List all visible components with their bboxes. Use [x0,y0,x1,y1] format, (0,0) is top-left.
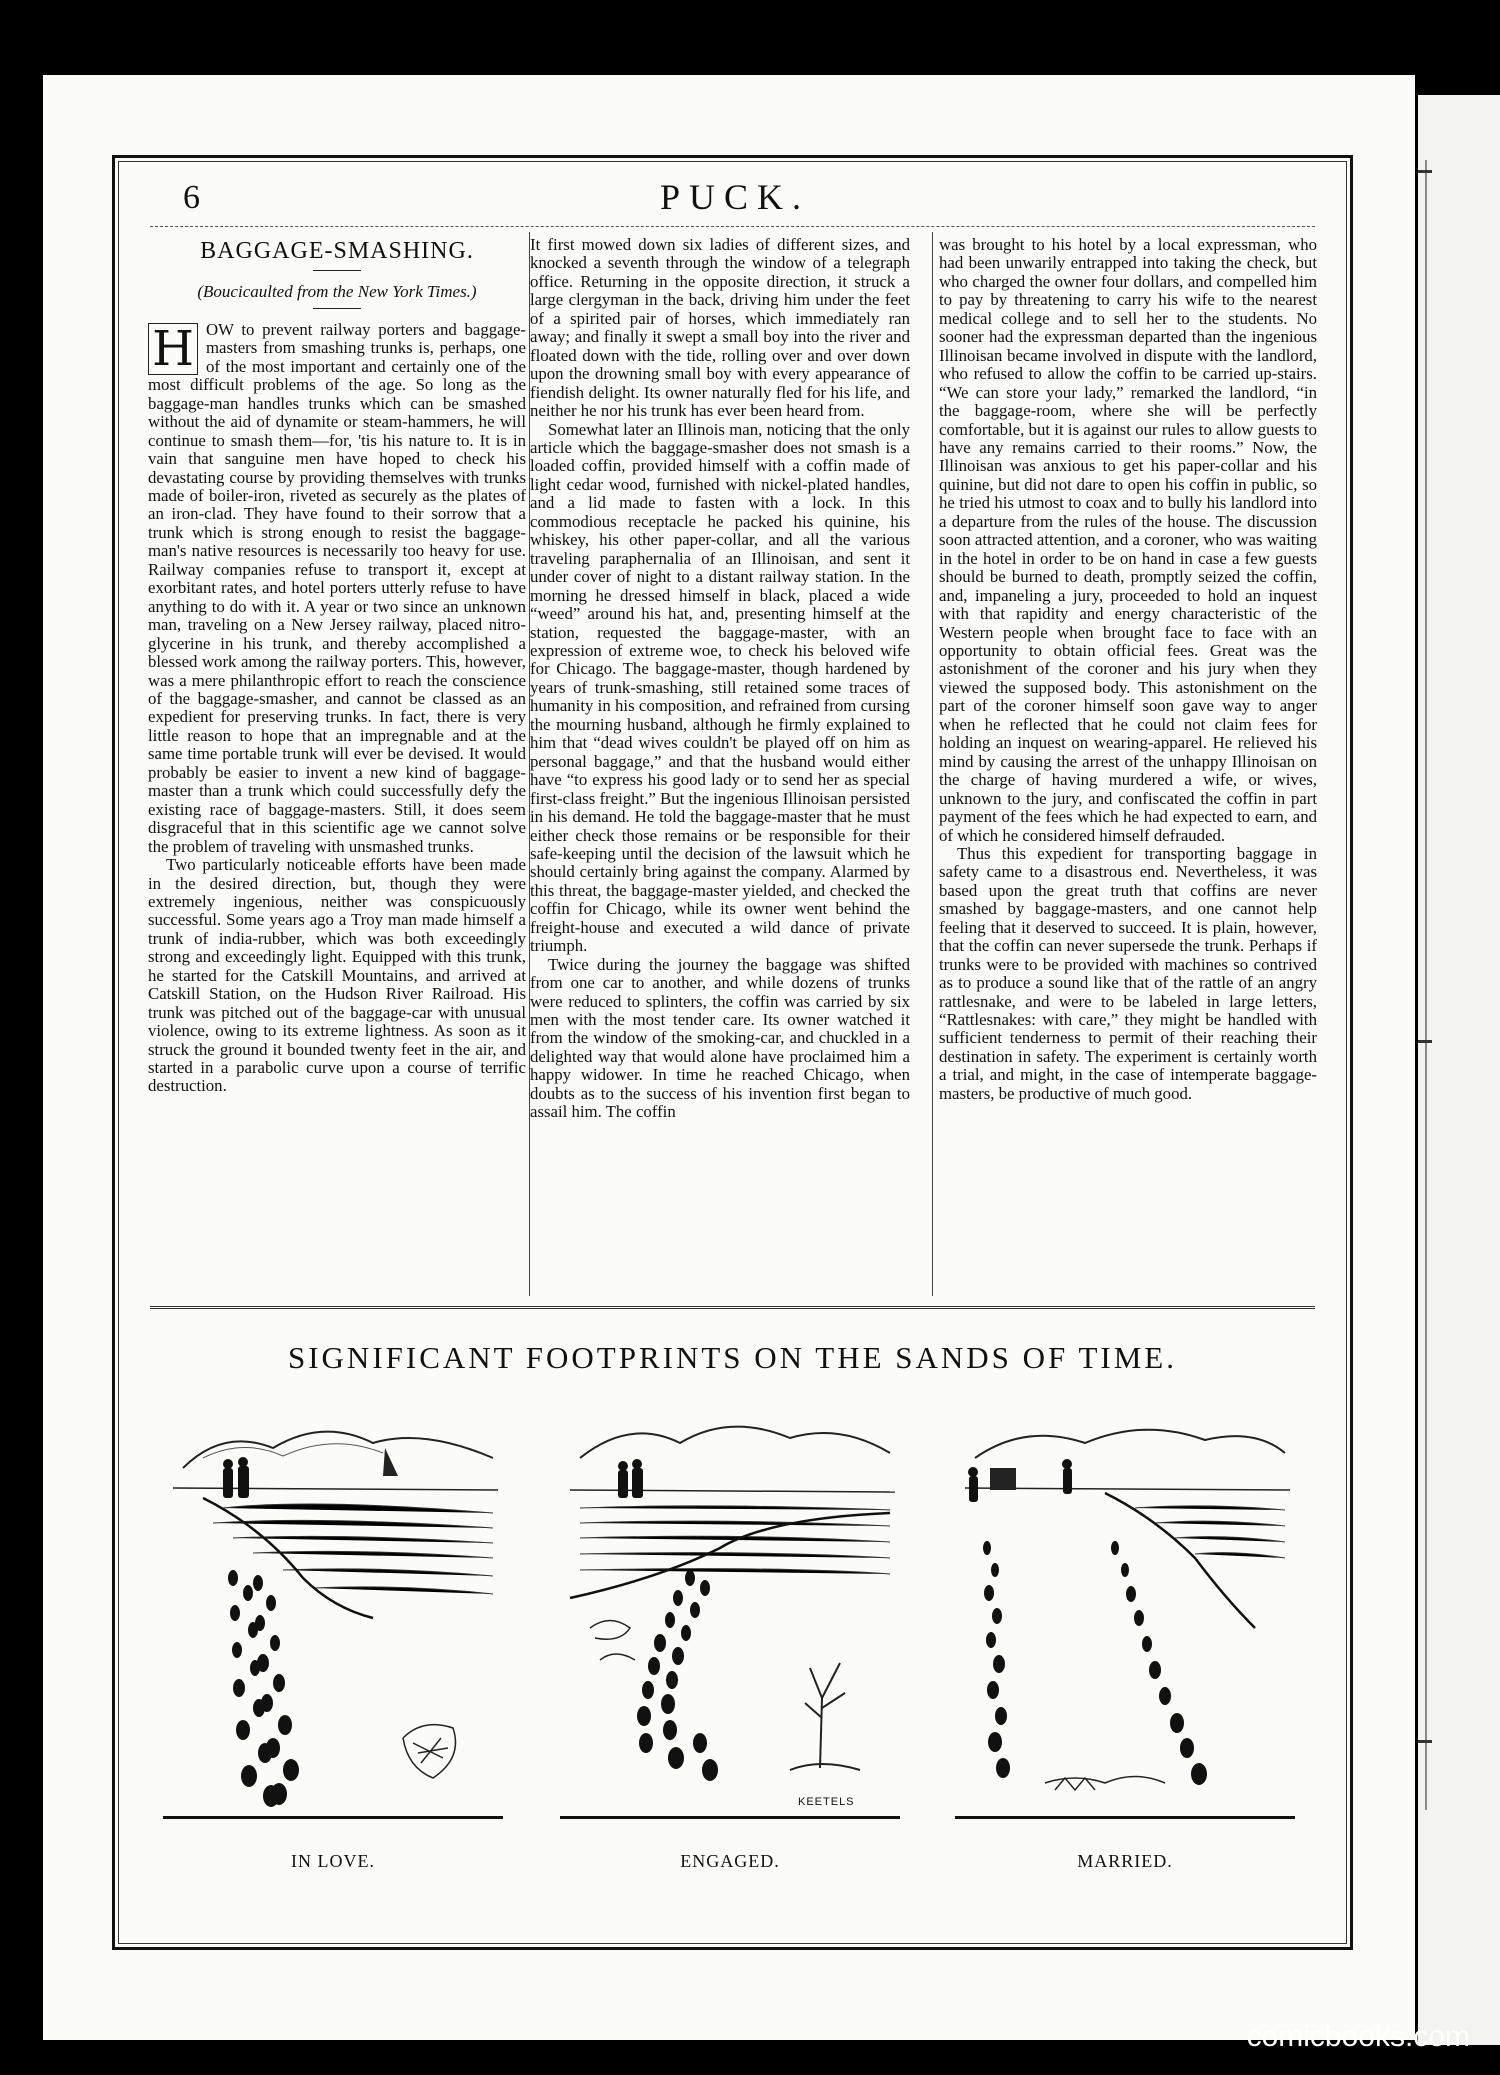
paragraph: Twice during the journey the baggage was shifted from one car to another, and while dozens of trunks were reduced to splinters, the coffin was carried by six men with the most tender care. Its owner watched it from the window of the smoking-car, and chuckled in a delighted way that would alone have proclaimed him a happy widower. In time he reached Chicago, when doubts as to the success of his invention first began to assail him. The coffin [530,954,910,1122]
cartoon-panel-in-love [163,1398,503,1844]
article-subtitle: (Boucicaulted from the New York Times.) [197,282,477,302]
cartoon-title: SIGNIFICANT FOOTPRINTS ON THE SANDS OF TIME. [287,1340,1177,1375]
paragraph: OW to prevent railway porters and baggage-masters from smashing trunks is, perhaps, one of the most important and certainly one of the most difficult problems of the age. So long as the baggage-man handles trunks which can be smashed without the aid of dynamite or steam-hammers, he will continue to smash them—for, 'tis his nature to. It is in vain that sanguine men have hoped to check his devastating course by providing themselves with trunks made of boiler-iron, riveted as securely as the plates of an iron-clad. They have found to their sorrow that a trunk which is strong enough to resist the baggage-man's native resources is necessarily too heavy for use. Railway companies refuse to transport it, except at exorbitant rates, and hotel porters utterly refuse to have anything to do with it. A year or two since an unknown man, traveling on a New Jersey railway, placed nitro-glycerine in his trunk, and thereby accomplished a blessed work among the railway porters. This, however, was a mere philanthropic effort to reach the conscience of the baggage-smasher, and cannot be classed as an expedient for preserving trunks. In fact, there is very little reason to hope that an impregnable and at the same time portable trunk will ever be devised. It would probably be easier to invent a new kind of baggage-master than a trunk which could successfully defy the existing race of baggage-masters. Still, it does seem disgraceful that in this scientific age we cannot solve the problem of traveling with unsmashed trunks. [148,319,526,856]
watermark: comicbooks.com [1246,2020,1470,2053]
caption-married: MARRIED. [1077,1851,1173,1871]
binding-stitch [1418,170,1432,173]
caption-engaged: ENGAGED. [680,1851,780,1871]
paragraph: was brought to his hotel by a local expressman, who had been unwarily entrapped into taking the check, but who charged the owner four dollars, and compelled him to pay by threatening to carry his wife to the nearest medical college and to sell her to the students. No sooner had the expressman departed than the ingenious Illinoisan became involved in dispute with the landlord, who refused to allow the coffin to be carried up-stairs. “We can store your lady,” remarked the landlord, “in the baggage-room, where she will be perfectly comfortable, but it is against our rules to allow guests to have any remains carried to their rooms.” Now, the Illinoisan was anxious to get his paper-collar and his quinine, but did not dare to open his coffin in public, so he tried his utmost to coax and to bully his landlord into a departure from the rules of the house. The discussion soon attracted attention, and a coroner, who was waiting in the hotel in order to be on hand in case a few guests should be burned to death, promptly seized the coffin, and, impaneling a jury, proceeded to hold an inquest with that rapidity and energy characteristic of the Western people when brought face to face with an opportunity to obtain official fees. Great was the astonishment of the coroner and his jury when they viewed the supposed body. This astonishment on the part of the coroner himself soon gave way to anger when he reflected that he could not claim fees for holding an inquest on wearing-apparel. He relieved his mind by causing the arrest of the unhappy Illinoisan on the charge of having murdered a wife, or wives, unknown to the jury, and confiscated the coffin in part payment of the fees which he had expected to earn, and of which he considered himself defrauded. [939,236,1317,845]
paragraph: Somewhat later an Illinois man, noticing that the only article which the baggage-smasher does not smash is a loaded coffin, provided himself with a coffin made of light cedar wood, furnished with nickel-plated handles, and a lid made to fasten with a lock. In this commodious receptacle he packed his quinine, his whiskey, his other paper-collar, and all the various traveling paraphernalia of an Illinoisan, and sent it under cover of night to a distant railway station. In the morning he dressed himself in black, placed a wide “weed” around his hat, and, presenting himself at the station, requested the baggage-master, with an expression of extreme woe, to check his beloved wife for Chicago. The baggage-master, though hardened by years of trunk-smashing, still retained some traces of humanity in his composition, and refrained from cursing the mourning husband, although he firmly explained to him that “dead wives couldn't be played off on him as personal baggage,” and that the husband would either have “to express his good lady or to send her as special first-class freight.” But the ingenious Illinoisan persisted in his demand. He told the baggage-master that he must either check those remains or be responsible for their safe-keeping until the decision of the lawsuit which he should certainly bring against the company. Alarmed by this threat, the baggage-master yielded, and checked the coffin for Chicago, while its owner went behind the freight-house and executed a wild dance of private triumph. [530,419,910,956]
article-column-1 [148,236,526,1290]
article-column-2 [530,236,910,1290]
beach-illustration [560,1398,900,1818]
beach-illustration [163,1398,503,1818]
article-title: BAGGAGE-SMASHING. [200,238,474,264]
article-column-3 [939,236,1317,1290]
column-divider [932,232,933,1296]
artist-signature: KEETELS [798,1796,855,1808]
title-rule [313,270,361,271]
masthead: PUCK. [659,177,811,217]
section-rule [150,1306,1315,1309]
paragraph: Thus this expedient for transporting baggage in safety came to a disastrous end. Nevertheless, it was based upon the great truth that coffins are never smashed by baggage-masters, and one cannot help feeling that it deserved to succeed. It is plain, however, that the coffin can never supersede the trunk. Perhaps if trunks were to be provided with machines so contrived as to produce a sound like that of the rattle of an angry rattlesnake, and were to be labeled in large letters, “Rattlesnakes: with care,” they might be handled with sufficient tenderness to permit of their reaching their destination in safety. The experiment is certainly worth a trial, and might, in the case of intemperate baggage-masters, be productive of much good. [939,843,1317,1103]
beach-illustration [955,1398,1295,1818]
cartoon-panel-married [955,1398,1295,1844]
caption-in-love: IN LOVE. [291,1851,375,1871]
panel-base-rule [955,1816,1295,1819]
page-number: 6 [183,179,200,216]
paragraph: It first mowed down six ladies of different sizes, and knocked a seventh through the window of a telegraph office. Returning in the opposite direction, it struck a large clergyman in the back, driving him under the feet of a spirited pair of horses, which immediately ran away; and finally it swept a small boy into the river and floated down with the tide, rolling over and over down upon the drowning small boy with every appearance of fiendish delight. Its owner naturally fled for his life, and neither he nor his trunk has ever been heard from. [530,236,910,421]
drop-cap: H [148,323,198,375]
paragraph: Two particularly noticeable efforts have been made in the desired direction, but, though they were extremely ingenious, neither was conspicuously successful. Some years ago a Troy man made himself a trunk of india-rubber, which was both exceedingly strong and exceedingly light. Equipped with this trunk, he started for the Catskill Mountains, and arrived at Catskill Station, on the Hudson River Railroad. His trunk was pitched out of the baggage-car with unusual violence, owing to its extreme lightness. As soon as it struck the ground it bounded twenty feet in the air, and started in a parabolic curve upon a course of terrific destruction. [148,855,526,1096]
panel-base-rule [560,1816,900,1819]
binding-stitch [1418,1740,1432,1743]
cartoon-panel-engaged [560,1398,900,1844]
header-rule [150,226,1315,227]
binding-stitch [1418,1040,1432,1043]
panel-base-rule [163,1816,503,1819]
adjacent-page-edge [1418,95,1500,2045]
binding-edge [1425,160,1427,1810]
subtitle-rule [313,308,361,309]
